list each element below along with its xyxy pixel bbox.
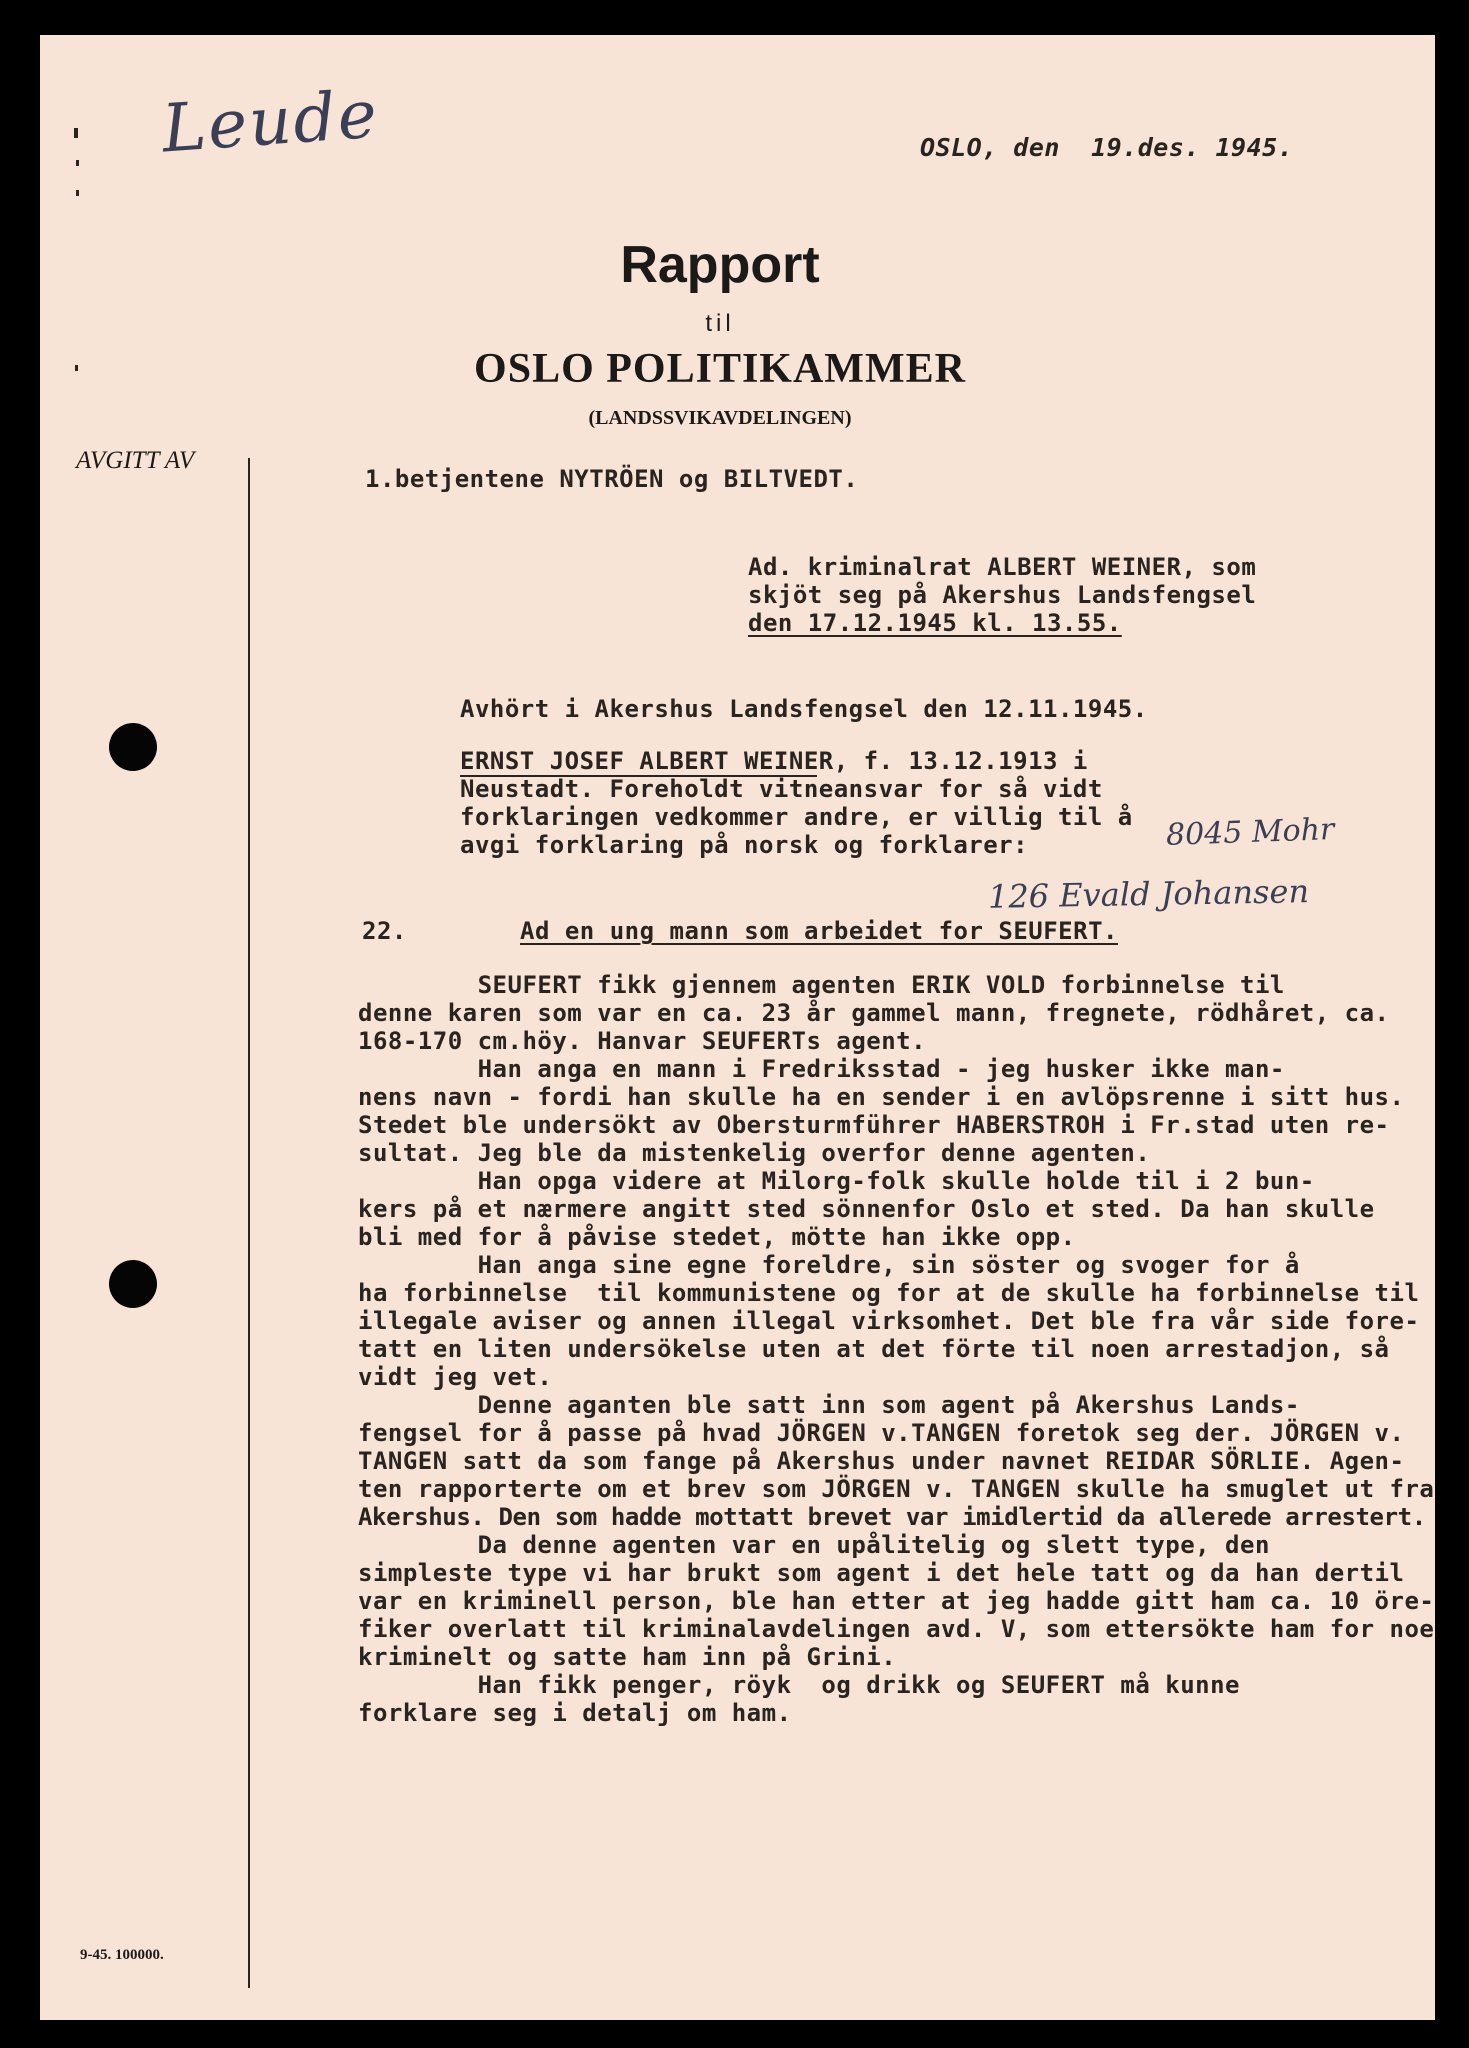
body-line: kers på et nærmere angitt sted sönnenfor Oslo et sted. Da han skulle bbox=[358, 1195, 1375, 1223]
subject-line-underlined: den 17.12.1945 kl. 13.55. bbox=[748, 609, 1122, 637]
subject-line: Ad. kriminalrat ALBERT WEINER, som bbox=[748, 553, 1257, 581]
body-line: fiker overlatt til kriminalavdelingen avd. V, som ettersökte ham for noe bbox=[358, 1615, 1435, 1643]
report-til: til bbox=[705, 310, 735, 337]
document-page bbox=[40, 35, 1435, 2020]
section-number: 22. bbox=[362, 917, 407, 945]
body-line: denne karen som var en ca. 23 år gammel mann, fregnete, rödhåret, ca. bbox=[358, 999, 1390, 1027]
edge-mark bbox=[75, 365, 78, 371]
body-line: nens navn - fordi han skulle ha en sender i en avlöpsrenne i sitt hus. bbox=[358, 1083, 1405, 1111]
body-line: Stedet ble undersökt av Obersturmführer HABERSTROH i Fr.stad uten re- bbox=[358, 1111, 1390, 1139]
edge-mark bbox=[76, 160, 79, 166]
body-line: bli med for å påvise stedet, mötte han ikke opp. bbox=[358, 1223, 1076, 1251]
body-line: 168-170 cm.höy. Hanvar SEUFERTs agent. bbox=[358, 1027, 927, 1055]
handwritten-signature: Leude bbox=[159, 75, 382, 168]
report-title: Rapport bbox=[620, 236, 820, 294]
body-line: illegale aviser og annen illegal virksomhet. Det ble fra vår side fore- bbox=[358, 1307, 1420, 1335]
edge-mark bbox=[76, 190, 79, 196]
body-line: tatt en liten undersökelse uten at det förte til noen arrestadjon, så bbox=[358, 1335, 1390, 1363]
handwritten-note: 126 Evald Johansen bbox=[987, 872, 1310, 916]
witness-line: avgi forklaring på norsk og forklarer: bbox=[460, 831, 1029, 859]
body-line: kriminelt og satte ham inn på Grini. bbox=[358, 1643, 897, 1671]
body-line: Han anga en mann i Fredriksstad - jeg husker ikke man- bbox=[358, 1055, 1285, 1083]
body-line: TANGEN satt da som fange på Akershus under navnet REIDAR SÖRLIE. Agen- bbox=[358, 1447, 1405, 1475]
print-code: 9-45. 100000. bbox=[80, 1947, 164, 1963]
body-line: Han opga videre at Milorg-folk skulle holde til i 2 bun- bbox=[358, 1167, 1315, 1195]
subject-line: skjöt seg på Akershus Landsfengsel bbox=[748, 581, 1257, 609]
recipient: OSLO POLITIKAMMER bbox=[474, 346, 966, 392]
witness-name: ERNST JOSEF ALBERT WEINER, f. 13.12.1913 i bbox=[460, 747, 1088, 775]
punch-hole bbox=[109, 723, 157, 771]
body-line: fengsel for å passe på hvad JÖRGEN v.TANGEN foretok seg der. JÖRGEN v. bbox=[358, 1419, 1405, 1447]
section-heading: Ad en ung mann som arbeidet for SEUFERT. bbox=[520, 917, 1118, 945]
body-line: simpleste type vi har brukt som agent i det hele tatt og da han dertil bbox=[358, 1559, 1405, 1587]
dateline: OSLO, den 19.des. 1945. bbox=[920, 133, 1294, 162]
body-line: Denne aganten ble satt inn som agent på Akershus Lands- bbox=[358, 1391, 1300, 1419]
body-line: Akershus. Den som hadde mottatt brevet var imidlertid da allerede arrestert. bbox=[358, 1503, 1426, 1531]
body-line: SEUFERT fikk gjennem agenten ERIK VOLD forbinnelse til bbox=[358, 971, 1285, 999]
handwritten-note: 8045 Mohr bbox=[1165, 812, 1335, 853]
body-line: vidt jeg vet. bbox=[358, 1363, 553, 1391]
body-line: Da denne agenten var en upålitelig og slett type, den bbox=[358, 1531, 1270, 1559]
margin-label: AVGITT AV bbox=[76, 447, 195, 474]
interrogation-line: Avhört i Akershus Landsfengsel den 12.11.1945. bbox=[460, 695, 1148, 723]
witness-line: Neustadt. Foreholdt vitneansvar for så vidt bbox=[460, 775, 1103, 803]
body-line: forklare seg i detalj om ham. bbox=[358, 1699, 792, 1727]
body-line: Han fikk penger, röyk og drikk og SEUFERT må kunne bbox=[358, 1671, 1241, 1699]
issued-by: 1.betjentene NYTRÖEN og BILTVEDT. bbox=[365, 465, 859, 493]
body-line: ten rapporterte om et brev som JÖRGEN v. TANGEN skulle ha smuglet ut fra bbox=[358, 1475, 1435, 1503]
punch-hole bbox=[109, 1260, 157, 1308]
body-line: Han anga sine egne foreldre, sin söster og svoger for å bbox=[358, 1251, 1300, 1279]
body-line: sultat. Jeg ble da mistenkelig overfor denne agenten. bbox=[358, 1139, 1151, 1167]
body-line: var en kriminell person, ble han etter at jeg hadde gitt ham ca. 10 öre- bbox=[358, 1587, 1435, 1615]
margin-rule bbox=[248, 458, 250, 1988]
edge-mark bbox=[74, 128, 78, 138]
witness-line: forklaringen vedkommer andre, er villig til å bbox=[460, 803, 1133, 831]
body-line: ha forbinnelse til kommunistene og for at de skulle ha forbinnelse til bbox=[358, 1279, 1420, 1307]
department: (LANDSSVIKAVDELINGEN) bbox=[588, 407, 852, 429]
